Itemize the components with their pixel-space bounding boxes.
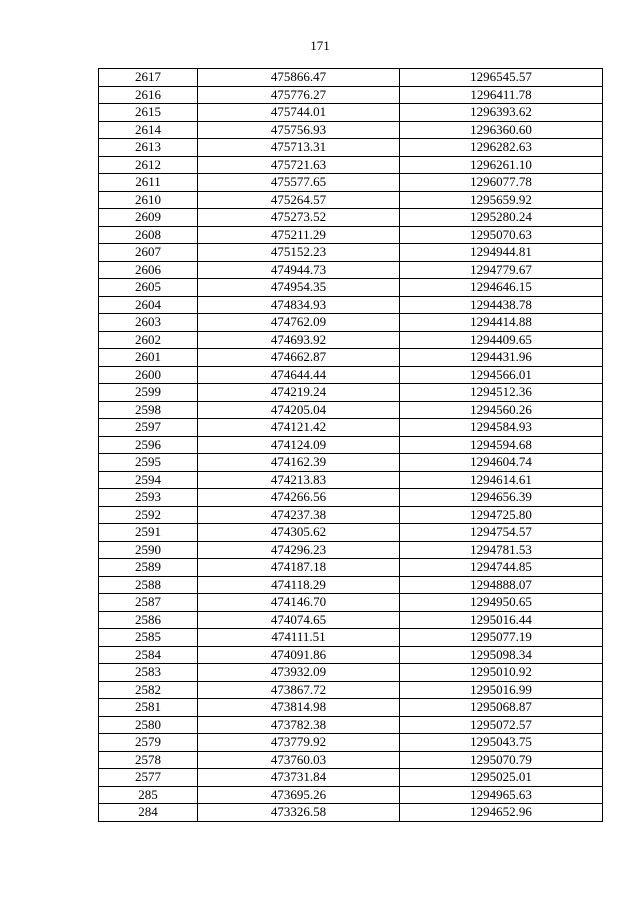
table-row xyxy=(99,576,603,594)
table-row xyxy=(99,646,603,664)
table-row xyxy=(99,734,603,752)
y-coordinate-cell: 1294652.96 xyxy=(400,804,603,822)
point-number-cell: 2594 xyxy=(99,471,198,489)
x-coordinate-cell: 474954.35 xyxy=(198,279,400,297)
point-number-cell: 2595 xyxy=(99,454,198,472)
table-row xyxy=(99,226,603,244)
table-row xyxy=(99,559,603,577)
point-number-cell: 2600 xyxy=(99,366,198,384)
point-number-cell: 2601 xyxy=(99,349,198,367)
point-number-cell: 284 xyxy=(99,804,198,822)
x-coordinate-cell: 474662.87 xyxy=(198,349,400,367)
y-coordinate-cell: 1296411.78 xyxy=(400,86,603,104)
x-coordinate-cell: 473779.92 xyxy=(198,734,400,752)
table-row xyxy=(99,751,603,769)
point-number-cell: 2604 xyxy=(99,296,198,314)
x-coordinate-cell: 473932.09 xyxy=(198,664,400,682)
page-number: 171 xyxy=(310,38,330,53)
table-row xyxy=(99,261,603,279)
x-coordinate-cell: 475152.23 xyxy=(198,244,400,262)
table-row xyxy=(99,506,603,524)
y-coordinate-cell: 1295659.92 xyxy=(400,191,603,209)
point-number-cell: 2580 xyxy=(99,716,198,734)
y-coordinate-cell: 1294781.53 xyxy=(400,541,603,559)
table-row xyxy=(99,296,603,314)
y-coordinate-cell: 1294594.68 xyxy=(400,436,603,454)
y-coordinate-cell: 1294560.26 xyxy=(400,401,603,419)
x-coordinate-cell: 474219.24 xyxy=(198,384,400,402)
y-coordinate-cell: 1295072.57 xyxy=(400,716,603,734)
y-coordinate-cell: 1294409.65 xyxy=(400,331,603,349)
table-row xyxy=(99,699,603,717)
y-coordinate-cell: 1295025.01 xyxy=(400,769,603,787)
y-coordinate-cell: 1294646.15 xyxy=(400,279,603,297)
y-coordinate-cell: 1296282.63 xyxy=(400,139,603,157)
y-coordinate-cell: 1295010.92 xyxy=(400,664,603,682)
x-coordinate-cell: 473695.26 xyxy=(198,786,400,804)
x-coordinate-cell: 474296.23 xyxy=(198,541,400,559)
table-row xyxy=(99,786,603,804)
table-row xyxy=(99,664,603,682)
table-row xyxy=(99,541,603,559)
x-coordinate-cell: 474146.70 xyxy=(198,594,400,612)
point-number-cell: 2609 xyxy=(99,209,198,227)
x-coordinate-cell: 473814.98 xyxy=(198,699,400,717)
coordinates-table-body xyxy=(99,69,603,822)
point-number-cell: 2605 xyxy=(99,279,198,297)
point-number-cell: 2593 xyxy=(99,489,198,507)
y-coordinate-cell: 1294512.36 xyxy=(400,384,603,402)
table-row xyxy=(99,629,603,647)
x-coordinate-cell: 474305.62 xyxy=(198,524,400,542)
y-coordinate-cell: 1294438.78 xyxy=(400,296,603,314)
y-coordinate-cell: 1295070.79 xyxy=(400,751,603,769)
y-coordinate-cell: 1294566.01 xyxy=(400,366,603,384)
y-coordinate-cell: 1296393.62 xyxy=(400,104,603,122)
point-number-cell: 2611 xyxy=(99,174,198,192)
x-coordinate-cell: 474091.86 xyxy=(198,646,400,664)
table-row xyxy=(99,769,603,787)
x-coordinate-cell: 474121.42 xyxy=(198,419,400,437)
x-coordinate-cell: 474266.56 xyxy=(198,489,400,507)
x-coordinate-cell: 475577.65 xyxy=(198,174,400,192)
x-coordinate-cell: 475273.52 xyxy=(198,209,400,227)
point-number-cell: 2577 xyxy=(99,769,198,787)
y-coordinate-cell: 1294656.39 xyxy=(400,489,603,507)
x-coordinate-cell: 475721.63 xyxy=(198,156,400,174)
point-number-cell: 2584 xyxy=(99,646,198,664)
x-coordinate-cell: 474762.09 xyxy=(198,314,400,332)
point-number-cell: 2597 xyxy=(99,419,198,437)
table-row xyxy=(99,104,603,122)
x-coordinate-cell: 474237.38 xyxy=(198,506,400,524)
x-coordinate-cell: 475211.29 xyxy=(198,226,400,244)
point-number-cell: 2581 xyxy=(99,699,198,717)
point-number-cell: 2617 xyxy=(99,69,198,87)
table-row xyxy=(99,524,603,542)
x-coordinate-cell: 473326.58 xyxy=(198,804,400,822)
point-number-cell: 2616 xyxy=(99,86,198,104)
y-coordinate-cell: 1295098.34 xyxy=(400,646,603,664)
table-row xyxy=(99,69,603,87)
x-coordinate-cell: 474213.83 xyxy=(198,471,400,489)
x-coordinate-cell: 474693.92 xyxy=(198,331,400,349)
point-number-cell: 2596 xyxy=(99,436,198,454)
x-coordinate-cell: 475776.27 xyxy=(198,86,400,104)
x-coordinate-cell: 474187.18 xyxy=(198,559,400,577)
x-coordinate-cell: 475756.93 xyxy=(198,121,400,139)
point-number-cell: 2608 xyxy=(99,226,198,244)
table-row xyxy=(99,209,603,227)
x-coordinate-cell: 474162.39 xyxy=(198,454,400,472)
y-coordinate-cell: 1294944.81 xyxy=(400,244,603,262)
x-coordinate-cell: 474944.73 xyxy=(198,261,400,279)
table-row xyxy=(99,489,603,507)
point-number-cell: 2598 xyxy=(99,401,198,419)
point-number-cell: 2578 xyxy=(99,751,198,769)
table-row xyxy=(99,471,603,489)
y-coordinate-cell: 1296545.57 xyxy=(400,69,603,87)
table-row xyxy=(99,594,603,612)
y-coordinate-cell: 1294584.93 xyxy=(400,419,603,437)
y-coordinate-cell: 1295016.44 xyxy=(400,611,603,629)
point-number-cell: 2583 xyxy=(99,664,198,682)
table-row xyxy=(99,174,603,192)
y-coordinate-cell: 1295016.99 xyxy=(400,681,603,699)
y-coordinate-cell: 1294744.85 xyxy=(400,559,603,577)
x-coordinate-cell: 473731.84 xyxy=(198,769,400,787)
point-number-cell: 2587 xyxy=(99,594,198,612)
point-number-cell: 2613 xyxy=(99,139,198,157)
table-row xyxy=(99,139,603,157)
point-number-cell: 2590 xyxy=(99,541,198,559)
table-row xyxy=(99,681,603,699)
y-coordinate-cell: 1295043.75 xyxy=(400,734,603,752)
table-row xyxy=(99,436,603,454)
point-number-cell: 2586 xyxy=(99,611,198,629)
x-coordinate-cell: 475264.57 xyxy=(198,191,400,209)
y-coordinate-cell: 1296360.60 xyxy=(400,121,603,139)
table-row xyxy=(99,279,603,297)
point-number-cell: 2603 xyxy=(99,314,198,332)
point-number-cell: 2610 xyxy=(99,191,198,209)
y-coordinate-cell: 1294779.67 xyxy=(400,261,603,279)
point-number-cell: 2591 xyxy=(99,524,198,542)
y-coordinate-cell: 1295068.87 xyxy=(400,699,603,717)
table-row xyxy=(99,611,603,629)
table-row xyxy=(99,384,603,402)
y-coordinate-cell: 1294965.63 xyxy=(400,786,603,804)
coordinates-table xyxy=(98,68,603,822)
point-number-cell: 2615 xyxy=(99,104,198,122)
point-number-cell: 2589 xyxy=(99,559,198,577)
y-coordinate-cell: 1294888.07 xyxy=(400,576,603,594)
y-coordinate-cell: 1295280.24 xyxy=(400,209,603,227)
point-number-cell: 2588 xyxy=(99,576,198,594)
point-number-cell: 2612 xyxy=(99,156,198,174)
x-coordinate-cell: 475713.31 xyxy=(198,139,400,157)
y-coordinate-cell: 1294754.57 xyxy=(400,524,603,542)
table-row xyxy=(99,86,603,104)
x-coordinate-cell: 473782.38 xyxy=(198,716,400,734)
x-coordinate-cell: 474124.09 xyxy=(198,436,400,454)
x-coordinate-cell: 474205.04 xyxy=(198,401,400,419)
table-row xyxy=(99,314,603,332)
y-coordinate-cell: 1296261.10 xyxy=(400,156,603,174)
table-row xyxy=(99,244,603,262)
y-coordinate-cell: 1294950.65 xyxy=(400,594,603,612)
table-row xyxy=(99,419,603,437)
table-row xyxy=(99,156,603,174)
x-coordinate-cell: 474118.29 xyxy=(198,576,400,594)
x-coordinate-cell: 474111.51 xyxy=(198,629,400,647)
point-number-cell: 2579 xyxy=(99,734,198,752)
table-row xyxy=(99,716,603,734)
table-row xyxy=(99,349,603,367)
y-coordinate-cell: 1294414.88 xyxy=(400,314,603,332)
point-number-cell: 2607 xyxy=(99,244,198,262)
y-coordinate-cell: 1294614.61 xyxy=(400,471,603,489)
table-row xyxy=(99,401,603,419)
y-coordinate-cell: 1295070.63 xyxy=(400,226,603,244)
x-coordinate-cell: 474074.65 xyxy=(198,611,400,629)
x-coordinate-cell: 475866.47 xyxy=(198,69,400,87)
table-row xyxy=(99,121,603,139)
point-number-cell: 2602 xyxy=(99,331,198,349)
table-row xyxy=(99,366,603,384)
x-coordinate-cell: 474834.93 xyxy=(198,296,400,314)
y-coordinate-cell: 1294431.96 xyxy=(400,349,603,367)
table-row xyxy=(99,454,603,472)
x-coordinate-cell: 473760.03 xyxy=(198,751,400,769)
table-row xyxy=(99,331,603,349)
x-coordinate-cell: 475744.01 xyxy=(198,104,400,122)
point-number-cell: 2585 xyxy=(99,629,198,647)
point-number-cell: 2582 xyxy=(99,681,198,699)
point-number-cell: 2599 xyxy=(99,384,198,402)
x-coordinate-cell: 473867.72 xyxy=(198,681,400,699)
y-coordinate-cell: 1295077.19 xyxy=(400,629,603,647)
x-coordinate-cell: 474644.44 xyxy=(198,366,400,384)
table-row xyxy=(99,191,603,209)
y-coordinate-cell: 1294725.80 xyxy=(400,506,603,524)
point-number-cell: 2592 xyxy=(99,506,198,524)
point-number-cell: 285 xyxy=(99,786,198,804)
y-coordinate-cell: 1296077.78 xyxy=(400,174,603,192)
table-row xyxy=(99,804,603,822)
point-number-cell: 2614 xyxy=(99,121,198,139)
point-number-cell: 2606 xyxy=(99,261,198,279)
y-coordinate-cell: 1294604.74 xyxy=(400,454,603,472)
